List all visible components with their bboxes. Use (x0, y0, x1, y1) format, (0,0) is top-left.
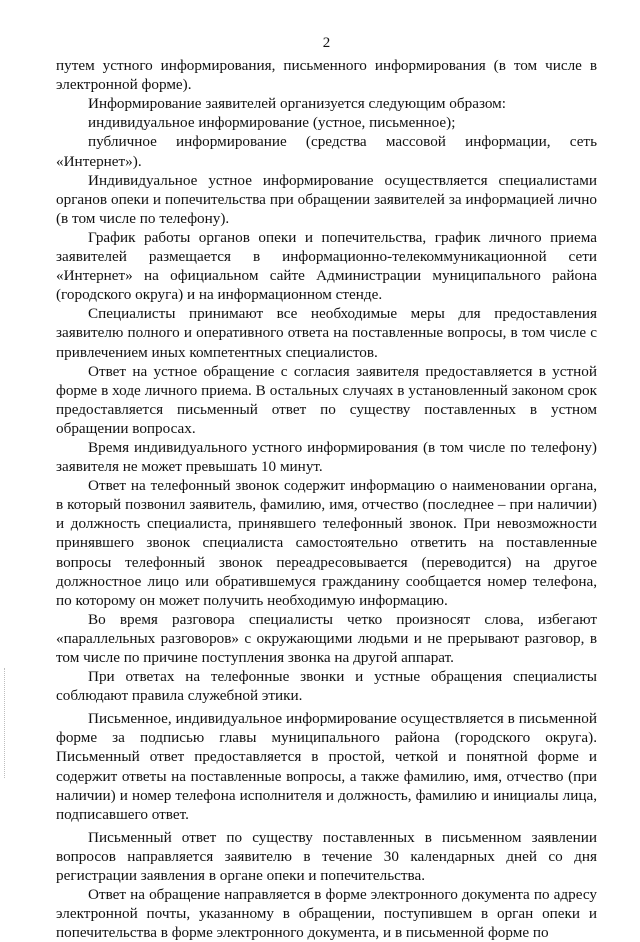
paragraph: При ответах на телефонные звонки и устные обращения специалисты соблюдают правила служебной этики. (56, 668, 597, 705)
paragraph: Ответ на обращение направляется в форме электронного документа по адресу электронной почты, указанному в обращении, поступившем в орган опеки и попечительства в форме электронного документа, и в письменной форме по (56, 886, 597, 942)
paragraph: Письменное, индивидуальное информирование осуществляется в письменной форме за подписью главы муниципального района (городского округа). Письменный ответ предоставляется в простой, четкой и понятной форме и содержит ответы на поставленные вопросы, а также фамилию, имя, отчество (при наличии) и номер телефона исполнителя и должность, фамилию и инициалы лица, подписавшего ответ. (56, 710, 597, 823)
paragraph: Специалисты принимают все необходимые меры для предоставления заявителю полного и оперативного ответа на поставленные вопросы, в том числе с привлечением иных компетентных специалистов. (56, 305, 597, 361)
scan-margin-marks (4, 668, 9, 778)
paragraph: индивидуальное информирование (устное, письменное); (88, 114, 456, 132)
paragraph: Время индивидуального устного информирования (в том числе по телефону) заявителя не может превышать 10 минут. (56, 438, 597, 476)
paragraph: Ответ на телефонный звонок содержит информацию о наименовании органа, в который позвонил заявитель, фамилию, имя, отчество (последнее – при наличии) и должность специалиста, принявшего телефонный звонок. При невозможности принявшего звонок специалиста самостоятельно ответить на поставленные вопросы телефонный звонок переадресовывается (переводится) на другое должностное лицо или обратившемуся гражданину сообщается номер телефона, по которому он может получить необходимую информацию. (56, 477, 597, 609)
paragraph: График работы органов опеки и попечительства, график личного приема заявителей размещается в информационно-телекоммуникационной сети «Интернет» на официальном сайте Администрации муниципального района (городского округа) и на информационном стенде. (56, 228, 597, 304)
document-page (56, 34, 597, 942)
paragraph: Письменный ответ по существу поставленных в письменном заявлении вопросов направляется заявителю в течение 30 календарных дней со дня регистрации заявления в органе опеки и попечительства. (56, 828, 597, 885)
paragraph: Индивидуальное устное информирование осуществляется специалистами органов опеки и попечительства при обращении заявителей за информацией лично (в том числе по телефону). (56, 171, 597, 227)
paragraph: путем устного информирования, письменного информирования (в том числе в электронной форме). (56, 57, 597, 94)
paragraph: Информирование заявителей организуется следующим образом: (88, 95, 507, 113)
paragraph: публичное информирование (средства массовой информации, сеть «Интернет»). (56, 133, 597, 170)
page-number: 2 (322, 35, 331, 51)
paragraph: Ответ на устное обращение с согласия заявителя предоставляется в устной форме в ходе личного приема. В остальных случаях в установленный законом срок предоставляется письменный ответ по существу поставленных в устном обращении вопросах. (56, 362, 597, 437)
paragraph: Во время разговора специалисты четко произносят слова, избегают «параллельных разговоров» с окружающими людьми и не прерывают разговор, в том числе по причине поступления звонка на другой аппарат. (56, 610, 597, 666)
